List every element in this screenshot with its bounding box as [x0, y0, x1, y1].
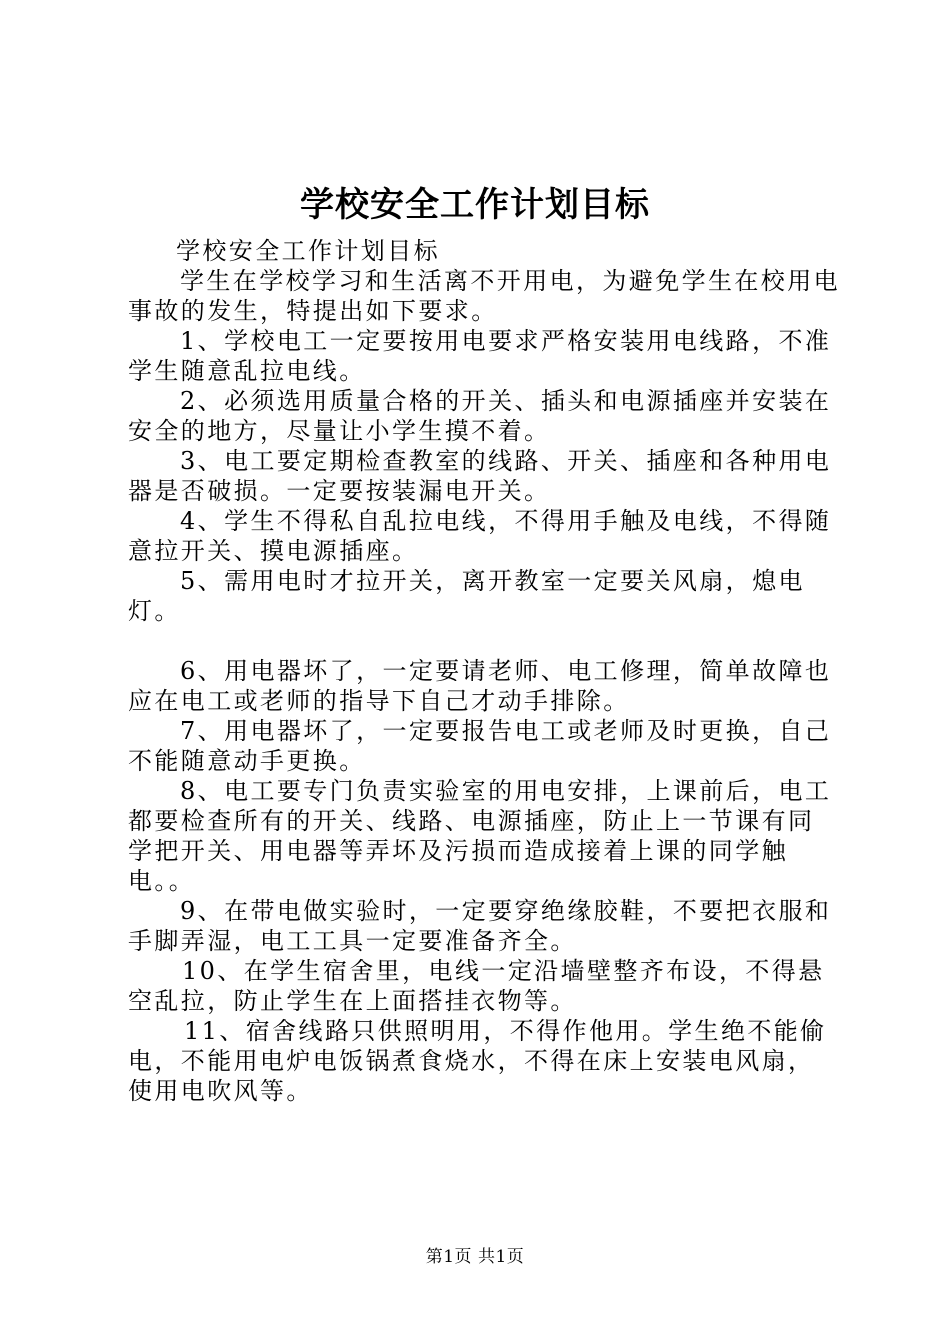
rule-item-4: 4、学生不得私自乱拉电线，不得用手触及电线，不得随意拉开关、摸电源插座。 [128, 507, 832, 565]
rule-item-7: 7、用电器坏了，一定要报告电工或老师及时更换，自己不能随意动手更换。 [128, 717, 832, 775]
rule-item-8: 8、电工要专门负责实验室的用电安排，上课前后，电工都要检查所有的开关、线路、电源插座，防止上一节课有同学把开关、用电器等弄坏及污损而造成接着上课的同学触电。。 [128, 777, 832, 895]
rule-item-1: 1、学校电工一定要按用电要求严格安装用电线路，不准学生随意乱拉电线。 [128, 327, 832, 385]
rule-item-9: 9、在带电做实验时，一定要穿绝缘胶鞋，不要把衣服和手脚弄湿，电工工具一定要准备齐全。 [128, 897, 832, 955]
rule-item-6: 6、用电器坏了，一定要请老师、电工修理，简单故障也应在电工或老师的指导下自己才动手排除。 [128, 657, 832, 715]
rule-item-11: 11、宿舍线路只供照明用，不得作他用。学生绝不能偷电，不能用电炉电饭锅煮食烧水，不得在床上安装电风扇，使用电吹风等。 [128, 1017, 827, 1105]
rule-item-10: 10、在学生宿舍里，电线一定沿墙壁整齐布设，不得悬空乱拉，防止学生在上面搭挂衣物等。 [128, 957, 825, 1015]
rule-item-2: 2、必须选用质量合格的开关、插头和电源插座并安装在安全的地方，尽量让小学生摸不着。 [128, 387, 832, 445]
document-body [128, 236, 840, 1106]
document-title: 学校安全工作计划目标 [300, 185, 650, 225]
page-footer: 第1页 共1页 [425, 1247, 525, 1267]
intro-paragraph: 学生在学校学习和生活离不开用电，为避免学生在校用电事故的发生，特提出如下要求。 [128, 267, 840, 325]
rule-item-5: 5、需用电时才拉开关，离开教室一定要关风扇，熄电灯。 [128, 567, 805, 625]
document-subtitle: 学校安全工作计划目标 [176, 237, 440, 265]
rule-item-3: 3、电工要定期检查教室的线路、开关、插座和各种用电器是否破损。一定要按装漏电开关。 [128, 447, 832, 505]
